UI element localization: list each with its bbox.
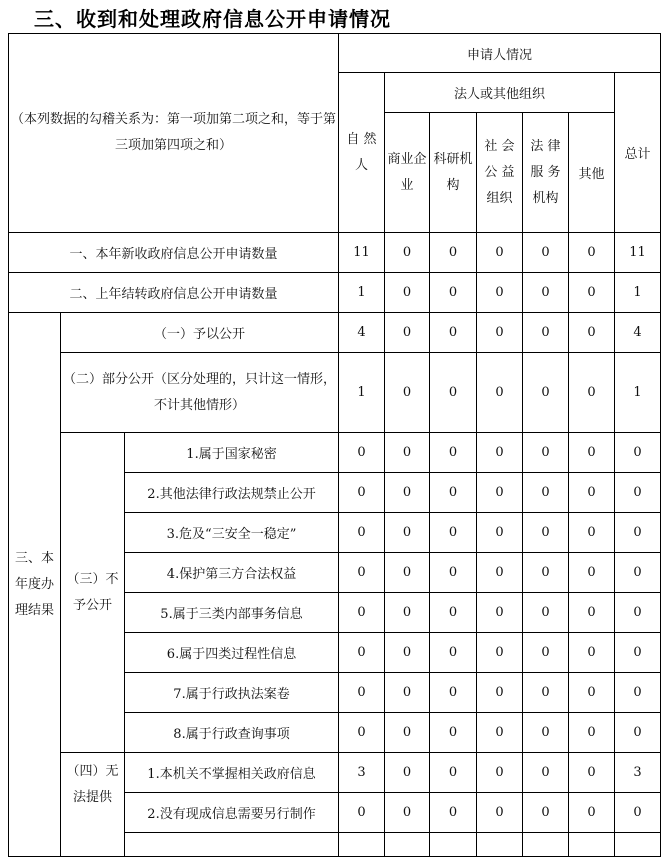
cell-social-welfare: 0 bbox=[477, 753, 523, 793]
cell-social-welfare: 0 bbox=[477, 553, 523, 593]
cell-other: 0 bbox=[569, 553, 615, 593]
cell-research: 0 bbox=[430, 313, 477, 353]
cell-total: 1 bbox=[615, 353, 661, 433]
cell-commercial: 0 bbox=[385, 273, 430, 313]
cell-other: 0 bbox=[569, 793, 615, 833]
cell-natural-person: 0 bbox=[339, 433, 385, 473]
page-title: 三、收到和处理政府信息公开申请情况 bbox=[34, 7, 391, 31]
table-row bbox=[9, 233, 661, 273]
section-annual-results: 三、本年度办理结果 bbox=[9, 313, 61, 857]
cell-research: 0 bbox=[430, 633, 477, 673]
cell-social-welfare: 0 bbox=[477, 673, 523, 713]
cell-other: 0 bbox=[569, 633, 615, 673]
table-row bbox=[9, 313, 661, 353]
cell-commercial: 0 bbox=[385, 633, 430, 673]
cell-commercial: 0 bbox=[385, 593, 430, 633]
cell-commercial: 0 bbox=[385, 233, 430, 273]
header-research: 科研机构 bbox=[430, 113, 477, 233]
cell-total: 0 bbox=[615, 793, 661, 833]
header-social-welfare: 社 会 公 益 组织 bbox=[477, 113, 523, 233]
cell-natural-person: 0 bbox=[339, 513, 385, 553]
cell-social-welfare: 0 bbox=[477, 433, 523, 473]
cell-social-welfare: 0 bbox=[477, 313, 523, 353]
cell-social-welfare: 0 bbox=[477, 593, 523, 633]
cell-social-welfare: 0 bbox=[477, 793, 523, 833]
row-label: 2.没有现成信息需要另行制作 bbox=[125, 793, 339, 833]
cell-natural-person: 0 bbox=[339, 593, 385, 633]
header-other: 其他 bbox=[569, 113, 615, 233]
cell-total: 11 bbox=[615, 233, 661, 273]
subsection-unable-to-provide: （四）无法提供 bbox=[61, 753, 125, 857]
cell-commercial: 0 bbox=[385, 473, 430, 513]
cell-other: 0 bbox=[569, 673, 615, 713]
cell-total: 4 bbox=[615, 313, 661, 353]
cell-natural-person: 3 bbox=[339, 753, 385, 793]
cell-legal-service: 0 bbox=[523, 753, 569, 793]
cell-social-welfare: 0 bbox=[477, 353, 523, 433]
cell-natural-person: 0 bbox=[339, 713, 385, 753]
cell-legal-service: 0 bbox=[523, 513, 569, 553]
cell-research: 0 bbox=[430, 793, 477, 833]
cell-research: 0 bbox=[430, 713, 477, 753]
cell-social-welfare: 0 bbox=[477, 233, 523, 273]
cell-other: 0 bbox=[569, 593, 615, 633]
cell-social-welfare: 0 bbox=[477, 473, 523, 513]
header-applicant: 申请人情况 bbox=[339, 34, 661, 73]
cell-total: 0 bbox=[615, 433, 661, 473]
cell-other: 0 bbox=[569, 273, 615, 313]
cell-social-welfare: 0 bbox=[477, 513, 523, 553]
row-label: 1.属于国家秘密 bbox=[125, 433, 339, 473]
header-legal-org: 法人或其他组织 bbox=[385, 73, 615, 113]
cell-legal-service: 0 bbox=[523, 313, 569, 353]
cell-legal-service: 0 bbox=[523, 793, 569, 833]
cell-natural-person: 1 bbox=[339, 353, 385, 433]
row-label: 二、上年结转政府信息公开申请数量 bbox=[9, 273, 339, 313]
cell-natural-person: 0 bbox=[339, 553, 385, 593]
cell-total: 0 bbox=[615, 673, 661, 713]
cell-commercial: 0 bbox=[385, 753, 430, 793]
header-total: 总计 bbox=[615, 73, 661, 233]
cell-total: 0 bbox=[615, 713, 661, 753]
row-label: 2.其他法律行政法规禁止公开 bbox=[125, 473, 339, 513]
cell-legal-service: 0 bbox=[523, 553, 569, 593]
row-label: 一、本年新收政府信息公开申请数量 bbox=[9, 233, 339, 273]
cell-legal-service: 0 bbox=[523, 673, 569, 713]
cell-other: 0 bbox=[569, 473, 615, 513]
cell-legal-service: 0 bbox=[523, 233, 569, 273]
header-natural-person: 自 然 人 bbox=[339, 73, 385, 233]
cell-natural-person: 0 bbox=[339, 633, 385, 673]
row-label: （一）予以公开 bbox=[61, 313, 339, 353]
row-label: （二）部分公开（区分处理的，只计这一情形，不计其他情形） bbox=[61, 353, 339, 433]
cell-total: 0 bbox=[615, 553, 661, 593]
row-label: 8.属于行政查询事项 bbox=[125, 713, 339, 753]
cell-total: 0 bbox=[615, 633, 661, 673]
cell-commercial: 0 bbox=[385, 353, 430, 433]
cell-commercial: 0 bbox=[385, 513, 430, 553]
table-row bbox=[9, 353, 661, 433]
cell-legal-service: 0 bbox=[523, 433, 569, 473]
cell-natural-person: 11 bbox=[339, 233, 385, 273]
cell-research: 0 bbox=[430, 553, 477, 593]
header-legal-service: 法 律 服 务 机构 bbox=[523, 113, 569, 233]
cell-commercial: 0 bbox=[385, 433, 430, 473]
cell-social-welfare: 0 bbox=[477, 713, 523, 753]
cell-commercial: 0 bbox=[385, 553, 430, 593]
cell-natural-person: 0 bbox=[339, 673, 385, 713]
cell-commercial: 0 bbox=[385, 713, 430, 753]
cell-legal-service: 0 bbox=[523, 633, 569, 673]
row-label: 1.本机关不掌握相关政府信息 bbox=[125, 753, 339, 793]
cell-social-welfare: 0 bbox=[477, 633, 523, 673]
cell-research: 0 bbox=[430, 473, 477, 513]
row-label: 5.属于三类内部事务信息 bbox=[125, 593, 339, 633]
cell-commercial: 0 bbox=[385, 673, 430, 713]
cell-total: 1 bbox=[615, 273, 661, 313]
cell-natural-person: 0 bbox=[339, 793, 385, 833]
cell-legal-service: 0 bbox=[523, 713, 569, 753]
cell-research: 0 bbox=[430, 513, 477, 553]
cell-commercial: 0 bbox=[385, 793, 430, 833]
row-label: 3.危及“三安全一稳定” bbox=[125, 513, 339, 553]
table-note: （本列数据的勾稽关系为：第一项加第二项之和，等于第三项加第四项之和） bbox=[9, 34, 339, 233]
cell-other: 0 bbox=[569, 313, 615, 353]
cell-other: 0 bbox=[569, 513, 615, 553]
subsection-not-disclosed: （三）不予公开 bbox=[61, 433, 125, 753]
cell-research: 0 bbox=[430, 433, 477, 473]
cell-other: 0 bbox=[569, 713, 615, 753]
cell-research: 0 bbox=[430, 233, 477, 273]
header-commercial: 商业企业 bbox=[385, 113, 430, 233]
cell-total: 3 bbox=[615, 753, 661, 793]
cell-research: 0 bbox=[430, 273, 477, 313]
cell-natural-person: 0 bbox=[339, 473, 385, 513]
cell-other: 0 bbox=[569, 753, 615, 793]
cell-natural-person: 1 bbox=[339, 273, 385, 313]
cell-commercial: 0 bbox=[385, 313, 430, 353]
cell-legal-service: 0 bbox=[523, 473, 569, 513]
cell-other: 0 bbox=[569, 433, 615, 473]
cell-research: 0 bbox=[430, 753, 477, 793]
row-label: 4.保护第三方合法权益 bbox=[125, 553, 339, 593]
application-statistics-table bbox=[8, 33, 661, 857]
row-label: 7.属于行政执法案卷 bbox=[125, 673, 339, 713]
row-label: 6.属于四类过程性信息 bbox=[125, 633, 339, 673]
cell-research: 0 bbox=[430, 593, 477, 633]
cell-legal-service: 0 bbox=[523, 273, 569, 313]
cell-natural-person: 4 bbox=[339, 313, 385, 353]
cell-total: 0 bbox=[615, 473, 661, 513]
cell-total: 0 bbox=[615, 513, 661, 553]
table-row bbox=[9, 433, 661, 473]
cell-research: 0 bbox=[430, 353, 477, 433]
cell-other: 0 bbox=[569, 233, 615, 273]
cell-legal-service: 0 bbox=[523, 593, 569, 633]
cell-other: 0 bbox=[569, 353, 615, 433]
table-row bbox=[9, 273, 661, 313]
cell-research: 0 bbox=[430, 673, 477, 713]
cell-legal-service: 0 bbox=[523, 353, 569, 433]
cell-social-welfare: 0 bbox=[477, 273, 523, 313]
cell-total: 0 bbox=[615, 593, 661, 633]
table-row bbox=[9, 753, 661, 793]
